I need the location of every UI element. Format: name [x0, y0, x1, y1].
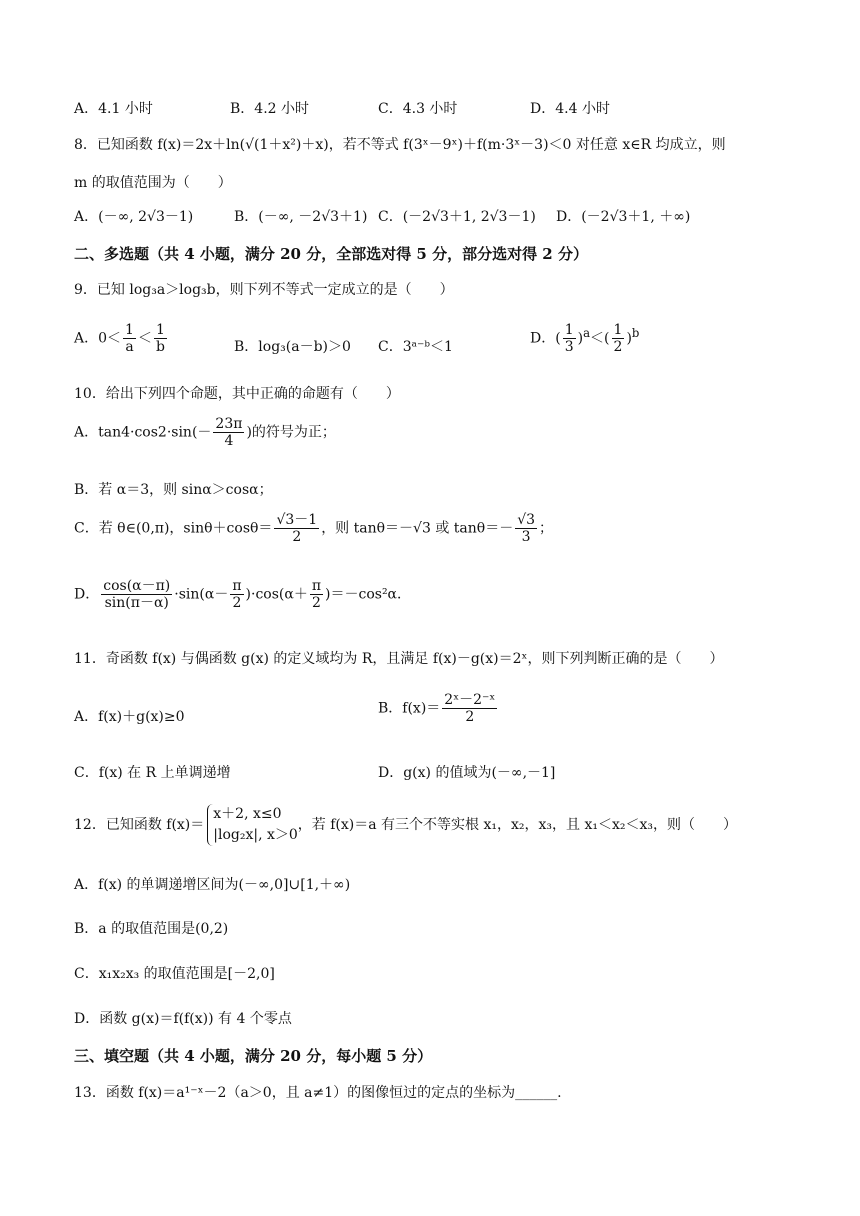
q10-stem: 10．给出下列四个命题，其中正确的命题有（ ） — [74, 386, 400, 402]
q9-option-b: B．log₃(a－b)＞0 — [234, 339, 351, 355]
q12-option-a: A．f(x) 的单调递增区间为(－∞,0]∪[1,＋∞) — [74, 877, 351, 893]
section-2-heading: 二、多选题（共 4 小题，满分 20 分，全部选对得 5 分，部分选对得 2 分） — [74, 245, 588, 263]
q8-stem: 8．已知函数 f(x)＝2x＋ln(√(1＋x²)＋x)，若不等式 f(3ˣ－9ˣ)＋f(m·3ˣ－3)＜0 对任意 x∈R 均成立，则 — [74, 137, 726, 153]
q8-stem-cont: m 的取值范围为（ ） — [74, 175, 232, 191]
q9-option-c: C．3ᵃ⁻ᵇ＜1 — [378, 339, 453, 355]
q11-option-a: A．f(x)＋g(x)≥0 — [74, 709, 185, 725]
q7-option-d: D．4.4 小时 — [530, 101, 610, 117]
q11-option-b: B．f(x)＝ $\frac{\text{2ˣ－2⁻ˣ}}{2}$ — [378, 692, 496, 726]
q8-option-a: A．(－∞, 2√3－1) — [74, 209, 194, 225]
q7-option-a: A．4.1 小时 — [74, 101, 153, 117]
q12-option-b: B．a 的取值范围是(0,2) — [74, 921, 229, 937]
section-3-heading: 三、填空题（共 4 小题，满分 20 分，每小题 5 分） — [74, 1047, 433, 1065]
q7-option-c: C．4.3 小时 — [378, 101, 458, 117]
q10-option-a: A．tan4·cos2·sin(－ $\frac{23\pi}{4}$ )的符号为正； — [74, 416, 336, 450]
q7-option-b: B．4.2 小时 — [230, 101, 310, 117]
q12-option-d: D．函数 g(x)＝f(f(x)) 有 4 个零点 — [74, 1011, 292, 1027]
q12-stem: 12．已知函数 f(x)＝ x＋2, x≤0 |log₂x|, x＞0 ，若 f(x)＝a 有三个不等实根 x₁，x₂，x₃，且 x₁＜x₂＜x₃，则（ ） — [74, 804, 737, 846]
q11-option-c: C．f(x) 在 R 上单调递增 — [74, 765, 231, 781]
q11-option-d: D．g(x) 的值域为(－∞,－1] — [378, 765, 556, 781]
q10-option-b: B．若 α＝3，则 sinα＞cosα； — [74, 482, 273, 498]
q9-option-d: D．( $\frac{1}{3}$ )$^a$＜( $\frac{1}{2}$ )$^b$ — [530, 322, 640, 356]
q12-option-c: C．x₁x₂x₃ 的取值范围是[－2,0] — [74, 966, 275, 982]
q9-stem: 9．已知 log₃a＞log₃b，则下列不等式一定成立的是（ ） — [74, 282, 454, 298]
q10-option-d: D． $\frac{\cos(\alpha-\pi)}{\sin(\pi-\alpha)}$ ·sin(α－ $\frac{\pi}{2}$ )·cos(α＋ $\frac{\pi}{2}$ )＝－cos²α． — [74, 578, 412, 612]
q9-option-a: A．0＜ $\frac{1}{a}$ ＜ $\frac{1}{b}$ — [74, 322, 165, 356]
q10-option-c: C．若 θ∈(0,π)，sinθ＋cosθ＝ $\frac{√3-1}{2}$ ，则 tanθ＝－√3 或 tanθ＝－ $\frac{√3}{3}$ ； — [74, 512, 554, 546]
q8-option-c: C．(－2√3＋1, 2√3－1) — [378, 209, 536, 225]
q13-stem: 13．函数 f(x)＝a¹⁻ˣ－2（a＞0，且 a≠1）的图像恒过的定点的坐标为______. — [74, 1085, 562, 1101]
q8-option-b: B．(－∞, －2√3＋1) — [234, 209, 368, 225]
q11-stem: 11．奇函数 f(x) 与偶函数 g(x) 的定义域均为 R，且满足 f(x)－g(x)＝2ˣ，则下列判断正确的是（ ） — [74, 651, 724, 667]
q8-option-d: D．(－2√3＋1, ＋∞) — [556, 209, 691, 225]
piecewise-definition: x＋2, x≤0 |log₂x|, x＞0 — [207, 804, 298, 846]
